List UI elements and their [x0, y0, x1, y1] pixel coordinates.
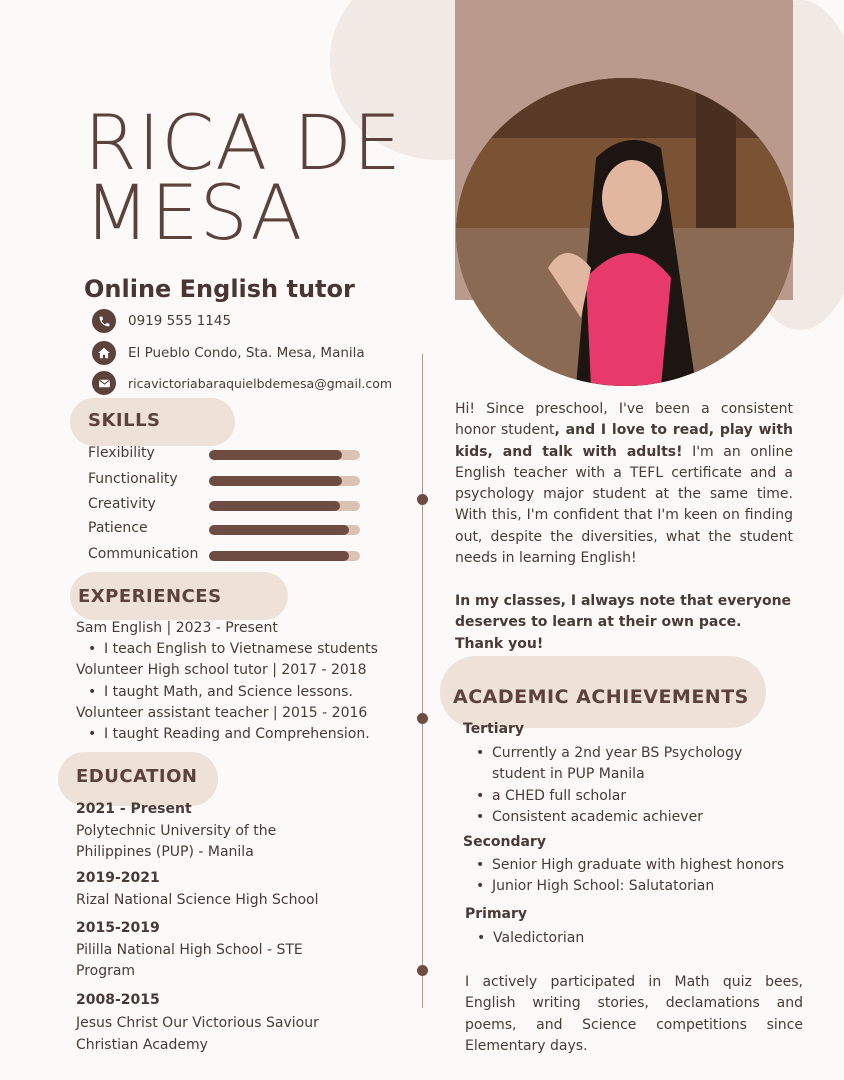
timeline-line: [422, 354, 423, 1008]
profile-photo: [456, 78, 794, 386]
education-years: 2019-2021: [76, 870, 160, 886]
education-years: 2021 - Present: [76, 801, 192, 817]
about-text-bold: , and I love to read, play with kids, and talk with adults!: [455, 422, 793, 460]
experience-role: Volunteer High school tutor | 2017 - 2018: [76, 662, 367, 678]
name-line-1: RICA DE: [84, 98, 402, 187]
achievement-item: • Junior High School: Salutatorian: [492, 878, 714, 894]
timeline-dot: [417, 965, 428, 976]
skill-bar: [209, 450, 360, 460]
skill-label: Functionality: [88, 471, 178, 487]
mail-icon: [92, 371, 116, 395]
skill-label: Communication: [88, 546, 199, 562]
timeline-dot: [417, 713, 428, 724]
skill-bar-fill: [209, 551, 349, 561]
education-school: Program: [76, 963, 136, 979]
education-title: EDUCATION: [76, 766, 198, 787]
achievement-item: • Currently a 2nd year BS Psychology: [492, 745, 742, 761]
experience-role: Volunteer assistant teacher | 2015 - 2016: [76, 705, 368, 721]
experience-role: Sam English | 2023 - Present: [76, 620, 278, 636]
skill-bar-fill: [209, 525, 349, 535]
education-years: 2015-2019: [76, 920, 160, 936]
skill-label: Flexibility: [88, 445, 155, 461]
contact-address: [92, 341, 365, 365]
skill-bar-fill: [209, 450, 342, 460]
education-school: Pililla National High School - STE: [76, 942, 303, 958]
skill-bar: [209, 476, 360, 486]
skill-bar: [209, 551, 360, 561]
about-closing: In my classes, I always note that everyone deserves to learn at their own pace. Thank you!: [455, 593, 792, 652]
secondary-label: Secondary: [463, 834, 546, 850]
contact-phone: [92, 309, 231, 333]
achievement-item-continued: student in PUP Manila: [492, 766, 645, 782]
about-text-c: I'm an online English teacher with a TEFL certificate and a psychology major student at the same time. With this, I'm confident that I'm keen on finding out, despite the diversities, what the student needs in learning English!: [455, 443, 793, 567]
experience-detail: • I taught Math, and Science lessons.: [104, 684, 353, 700]
tertiary-label: Tertiary: [463, 721, 525, 737]
education-school: Rizal National Science High School: [76, 892, 319, 908]
education-school: Philippines (PUP) - Manila: [76, 844, 254, 860]
achievement-item: • Valedictorian: [493, 930, 584, 946]
experience-detail: • I teach English to Vietnamese students: [104, 641, 378, 657]
profile-photo-illustration: [456, 78, 794, 386]
closing-paragraph: I actively participated in Math quiz bees, English writing stories, declamations and poems, and Science competitions since Elementary days.: [465, 974, 803, 1054]
name-line-2: MESA: [84, 168, 304, 257]
name-heading: [84, 98, 464, 257]
home-icon: [92, 341, 116, 365]
education-school: Christian Academy: [76, 1037, 208, 1053]
education-school: Polytechnic University of the: [76, 823, 277, 839]
skill-label: Patience: [88, 520, 148, 536]
skill-bar: [209, 525, 360, 535]
achievement-item: • Consistent academic achiever: [492, 809, 703, 825]
achievement-item: • Senior High graduate with highest honors: [492, 857, 784, 873]
phone-text: 0919 555 1145: [128, 313, 232, 329]
skill-bar-fill: [209, 501, 340, 511]
skill-label: Creativity: [88, 496, 156, 512]
about-paragraph: [455, 399, 793, 569]
education-school: Jesus Christ Our Victorious Saviour: [76, 1015, 319, 1031]
primary-label: Primary: [465, 906, 528, 922]
experiences-title: EXPERIENCES: [78, 586, 222, 607]
skills-title: SKILLS: [88, 410, 161, 431]
skill-bar: [209, 501, 360, 511]
address-text: El Pueblo Condo, Sta. Mesa, Manila: [128, 345, 365, 361]
job-title: Online English tutor: [84, 275, 355, 303]
academic-title: ACADEMIC ACHIEVEMENTS: [453, 686, 749, 708]
about-text-a: Hi! Since preschool, I've been a consistent honor student: [455, 401, 793, 439]
email-text: ricavictoriabaraquielbdemesa@gmail.com: [128, 375, 393, 391]
achievement-item: • a CHED full scholar: [492, 788, 626, 804]
experience-detail: • I taught Reading and Comprehension.: [104, 726, 370, 742]
skill-bar-fill: [209, 476, 342, 486]
education-years: 2008-2015: [76, 992, 160, 1008]
phone-icon: [92, 309, 116, 333]
timeline-dot: [417, 494, 428, 505]
contact-email: [92, 371, 392, 395]
